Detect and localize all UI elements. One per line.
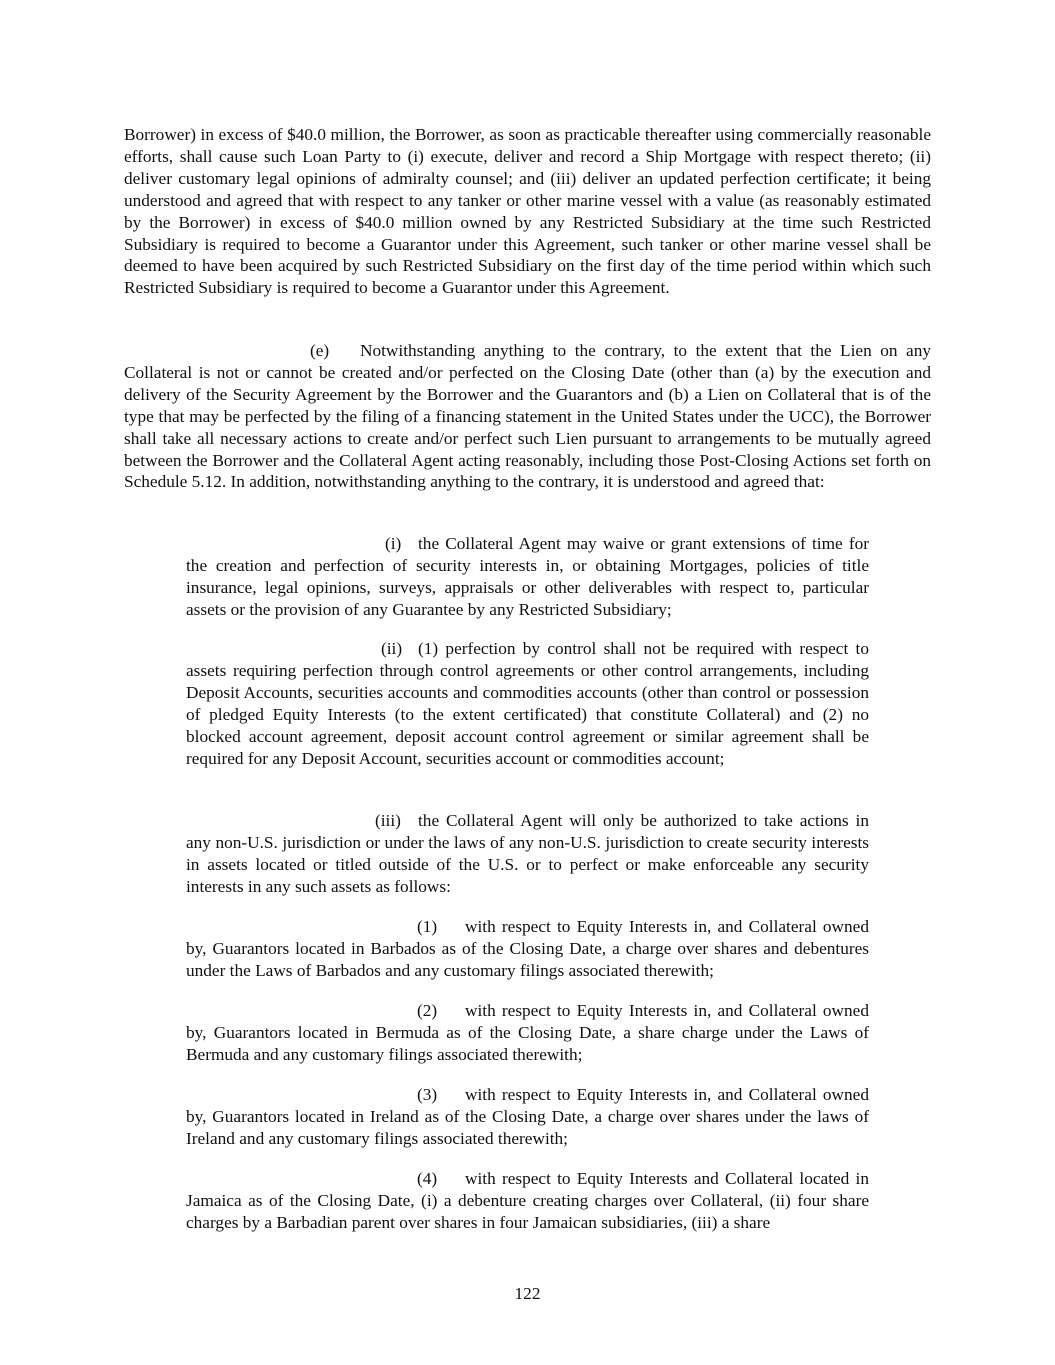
clause-number: (i) <box>385 534 402 553</box>
subclause-3 <box>186 1084 869 1150</box>
clause-text: (1) perfection by control shall not be required with respect to assets requiring perfection through control agreements or other control arrangements, including Deposit Accounts, securities accounts and commodities accounts (other than control or possession of pledged Equity Interests (to the extent certificated) that constitute Collateral) and (2) no blocked account agreement, deposit account control agreement or similar agreement shall be required for any Deposit Account, securities account or commodities account; <box>186 639 869 768</box>
subclause-text: with respect to Equity Interests and Collateral located in Jamaica as of the Closing Date, (i) a debenture creating charges over Collateral, (ii) four share charges by a Barbadian parent over shares in four Jamaican subsidiaries, (iii) a share <box>186 1169 869 1232</box>
clause-i <box>186 533 869 621</box>
subclause-number: (1) <box>417 917 438 936</box>
subclause-number: (4) <box>417 1169 438 1188</box>
paragraph-number: (e) <box>310 341 330 360</box>
clause-iii <box>186 810 869 898</box>
page-number: 122 <box>514 1284 541 1303</box>
clause-number: (ii) <box>381 639 403 658</box>
subclause-2 <box>186 1000 869 1066</box>
subclause-number: (2) <box>417 1001 438 1020</box>
paragraph-continuation <box>124 124 931 299</box>
clause-ii <box>186 638 869 769</box>
clause-text: the Collateral Agent will only be authorized to take actions in any non-U.S. jurisdiction or under the laws of any non-U.S. jurisdiction to create security interests in assets located or titled outside of the U.S. or to perfect or make enforceable any security interests in any such assets as follows: <box>186 811 869 896</box>
clause-text: the Collateral Agent may waive or grant extensions of time for the creation and perfection of security interests in, or obtaining Mortgages, policies of title insurance, legal opinions, surveys, appraisals or other deliverables with respect to, particular assets or the provision of any Guarantee by any Restricted Subsidiary; <box>186 534 869 619</box>
clause-number: (iii) <box>375 811 401 830</box>
subclause-text: with respect to Equity Interests in, and Collateral owned by, Guarantors located in Ireland as of the Closing Date, a charge over shares under the laws of Ireland and any customary filings associated therewith; <box>186 1085 869 1148</box>
paragraph-e <box>124 340 931 493</box>
subclause-number: (3) <box>417 1085 438 1104</box>
subclause-1 <box>186 916 869 982</box>
subclause-text: with respect to Equity Interests in, and Collateral owned by, Guarantors located in Bermuda as of the Closing Date, a share charge under the Laws of Bermuda and any customary filings associated therewith; <box>186 1001 869 1064</box>
paragraph-text: Borrower) in excess of $40.0 million, the Borrower, as soon as practicable thereafter using commercially reasonable efforts, shall cause such Loan Party to (i) execute, deliver and record a Ship Mortgage with respect thereto; (ii) deliver customary legal opinions of admiralty counsel; and (iii) deliver an updated perfection certificate; it being understood and agreed that with respect to any tanker or other marine vessel with a value (as reasonably estimated by the Borrower) in excess of $40.0 million owned by any Restricted Subsidiary at the time such Restricted Subsidiary is required to become a Guarantor under this Agreement, such tanker or other marine vessel shall be deemed to have been acquired by such Restricted Subsidiary on the first day of the time period within which such Restricted Subsidiary is required to become a Guarantor under this Agreement. <box>124 125 931 298</box>
subclause-text: with respect to Equity Interests in, and Collateral owned by, Guarantors located in Barbados as of the Closing Date, a charge over shares and debentures under the Laws of Barbados and any customary filings associated therewith; <box>186 917 869 980</box>
subclause-4 <box>186 1168 869 1234</box>
paragraph-text: Notwithstanding anything to the contrary, to the extent that the Lien on any Collateral is not or cannot be created and/or perfected on the Closing Date (other than (a) by the execution and delivery of the Security Agreement by the Borrower and the Guarantors and (b) a Lien on Collateral that is of the type that may be perfected by the filing of a financing statement in the United States under the UCC), the Borrower shall take all necessary actions to create and/or perfect such Lien pursuant to arrangements to be mutually agreed between the Borrower and the Collateral Agent acting reasonably, including those Post-Closing Actions set forth on Schedule 5.12. In addition, notwithstanding anything to the contrary, it is understood and agreed that: <box>124 341 931 492</box>
